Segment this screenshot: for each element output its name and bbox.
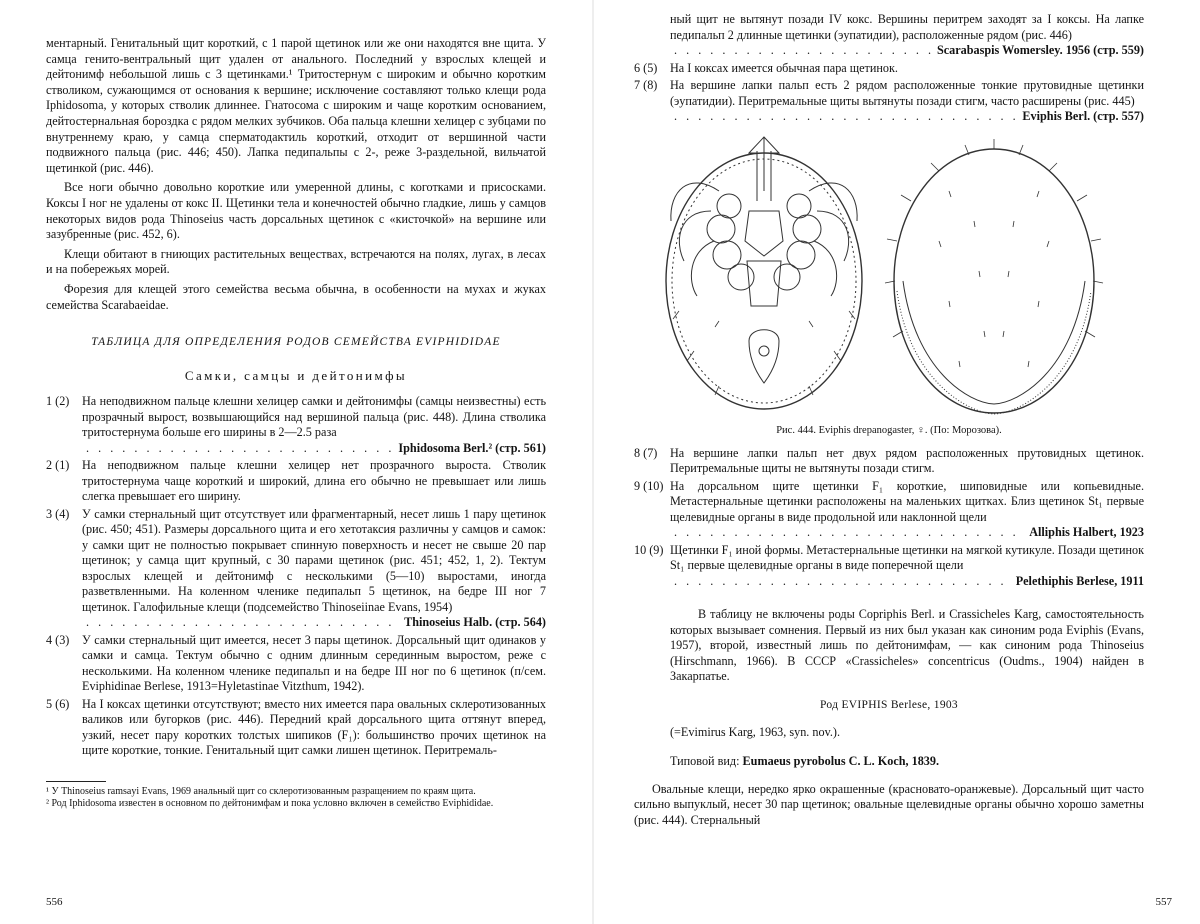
paragraph-legs: Все ноги обычно довольно короткие или умеренной длины, с коготками и присосками. Коксы I ног не удалены от кокс II. Щетинки тела и конечностей обычно гладкие, лишь у самцов некоторых видов рода Thinoseius часть дорсальных щетинок с «кисточкой» на вершине или зазубренные (рис. 452, 6).	[46, 180, 546, 242]
genus-name: Pelethiphis Berlese, 1911	[1016, 574, 1144, 590]
key-entry-text: На неподвижном пальце клешни хелицер нет прозрачного выроста. Стволик тритостернума чаще короткий и широкий, длина его обычно не превышает или лишь слегка превышает его ширину.	[82, 458, 546, 503]
key-entry-text: ный щит не вытянут позади IV кокс. Вершины перитрем заходят за I коксы. На лапке педипальп 2 длинные щетинки (эупатидии), расположенные рядом (рис. 446)	[670, 12, 1144, 42]
key-entry-9	[634, 479, 1144, 541]
page-number-left: 556	[46, 896, 63, 908]
key-entry-3	[46, 507, 546, 631]
key-entry-text: На неподвижном пальце клешни хелицер самки и дейтонимфы (самцы неизвестны) есть прозрачный вырост, возвышающийся над вершиной пальца (рис. 448). Длина стволика тритостернума больше его ширины в 2—2.5 раза	[82, 394, 546, 439]
genus-leader	[82, 615, 546, 631]
key-entry-text: Щетинки F₁ иной формы. Метастернальные щетинки на мягкой кутикуле. Позади щетинок St₁ первые щелевидные органы в виде поперечной щели	[670, 543, 1144, 573]
genus-description: Овальные клещи, нередко ярко окрашенные (красновато-оранжевые). Дорсальный щит часто сильно выпуклый, несет 30 пар щетинок; овальные щелевидные органы обычно хорошо заметны (рис. 444). Стернальный	[634, 782, 1144, 829]
key-entry-number: 2 (1)	[46, 458, 82, 474]
paragraph-habitat: Клещи обитают в гниющих растительных веществах, встречаются на полях, лугах, в лесах и на побережьях морей.	[46, 247, 546, 278]
genus-name: Iphidosoma Berl.² (стр. 561)	[398, 441, 546, 457]
book-gutter	[592, 0, 594, 924]
key-entry-number: 3 (4)	[46, 507, 82, 523]
key-entry-6	[634, 61, 1144, 77]
key-entry-number: 10 (9)	[634, 543, 670, 559]
key-entry-number: 6 (5)	[634, 61, 670, 77]
key-entry-1	[46, 394, 546, 456]
key-entry-text: На дорсальном щите щетинки F₁ короткие, шиповидные или копьевидные. Метастернальные щетинки расположены на маленьких щитках. Близ щетинок St₁ первые щелевидные органы в виде продольной или наклонной щели	[670, 479, 1144, 524]
synonym-line: (=Evimirus Karg, 1963, syn. nov.).	[634, 725, 1144, 741]
key-entry-text: На вершине лапки пальп есть 2 рядом расположенные тонкие прутовидные щетинки (эупатидии). Перитремальные щиты вытянуты позади стигм, часто расширены (рис. 445)	[670, 78, 1144, 108]
genus-name: Eviphis Berl. (стр. 557)	[1022, 109, 1144, 125]
right-text-column	[634, 10, 1144, 828]
footnote-2: ² Род Iphidosoma известен в основном по дейтонимфам и пока условно включен в семейство Eviphididae.	[46, 798, 546, 811]
figure-caption: Рис. 444. Eviphis drepanogaster, ♀. (По: Морозова).	[634, 425, 1144, 436]
key-entry-text: На вершине лапки пальп нет двух рядом расположенных прутовидных щетинок. Перитремальные щиты не вытянуты позади стигм.	[670, 446, 1144, 476]
key-entry-2	[46, 458, 546, 505]
key-entry-text: На I коксах щетинки отсутствуют; вместо них имеется пара овальных склеротизованных валиков или бугорков (рис. 446). Передний край дорсального щита оттянут вперед, узкий, несет пару коротких толстых шипиков (F₁): большинство прочих щетинок на щите короткие, тонкие. Генитальный щит самки лишен щетинок. Перитремаль-	[82, 697, 546, 758]
genus-heading: Род EVIPHIS Berlese, 1903	[634, 699, 1144, 711]
genus-name: Scarabaspis Womersley. 1956 (стр. 559)	[937, 43, 1144, 59]
key-entry-number: 7 (8)	[634, 78, 670, 94]
key-table-title: ТАБЛИЦА ДЛЯ ОПРЕДЕЛЕНИЯ РОДОВ СЕМЕЙСТВА EVIPHIDIDAE	[46, 335, 546, 350]
figure-444	[649, 131, 1129, 421]
genus-leader	[670, 109, 1144, 125]
key-entry-number: 9 (10)	[634, 479, 670, 495]
page-number-right: 557	[1156, 896, 1173, 908]
key-entry-7	[634, 78, 1144, 125]
genus-leader	[82, 441, 546, 457]
key-entry-4	[46, 633, 546, 695]
paragraph-phoresy: Форезия для клещей этого семейства весьма обычна, в особенности на мухах и жуках семейства Scarabaeidae.	[46, 282, 546, 313]
key-entry-number: 4 (3)	[46, 633, 82, 649]
key-entry-number: 1 (2)	[46, 394, 82, 410]
key-table-subtitle: Самки, самцы и дейтонимфы	[46, 368, 546, 384]
left-text-column	[46, 36, 546, 811]
key-entry-10	[634, 543, 1144, 590]
key-entry-text: У самки стернальный щит имеется, несет 3 пары щетинок. Дорсальный щит одинаков у самки и самца. Тектум обычно с одним длинным серединным выростом, реже с несколькими. На коленном членике педипальп и на бедре III ног по 6 щетинок (п/сем. Eviphidinae Berlese, 1913=Hyletastinae Vitzthum, 1942).	[82, 633, 546, 694]
genus-name: Alliphis Halbert, 1923	[1029, 525, 1144, 541]
key-entry-number: 5 (6)	[46, 697, 82, 713]
key-entry-5	[46, 697, 546, 759]
paragraph-intro: ментарный. Генитальный щит короткий, с 1 парой щетинок или же они находятся вне щита. У самца генито-вентральный щит удален от анального. Последний у взрослых клещей и дейтонимф небольшой лишь с 3 щетинками.¹ Тритостернум с широким и обычно коротким стволиком, сужающимся от основания к вершине; исключение составляют только клещи рода Iphidosoma, у которых стволик длиннее. Гнатосома с широким и чаще коротким основанием, дейтостернальная бороздка с рядом мелких зубчиков. Оба пальца клешни хелицер с зубцами по внутреннему краю, у самца сперматодактиль короткий, отходит от вершинной части подвижного пальца (рис. 446; 450). Лапка педипальпы с 2-, реже 3-раздельной, вильчатой щетинкой (рис. 446).	[46, 36, 546, 176]
key-entry-text: У самки стернальный щит отсутствует или фрагментарный, несет лишь 1 пару щетинок (рис. 450; 451). Размеры дорсального щита и его хетотаксия различны у самцов и самок: у самки щит не полностью покрывает спинную поверхность и несет не свыше 20 пар щетинок; у самца щит крупный, с 30 парами щетинок (рис. 451; 452, 1, 2). Тектум взрослых клещей и дейтонимф с несколькими (5—10) выростами, иногда разветвленными. На коленном членике педипальп 5 щетинок, на бедре III ног 7 щетинок. Галофильные клещи (подсемейство Thinoseiinae Evans, 1954)	[82, 507, 546, 614]
key-entry-text: На I коксах имеется обычная пара щетинок.	[670, 61, 898, 75]
mite-dorsal-view	[885, 139, 1103, 414]
left-page	[0, 0, 590, 924]
genus-leader	[670, 43, 1144, 59]
key-entry-5-cont	[634, 12, 1144, 59]
note-paragraph: В таблицу не включены роды Copriphis Berl. и Crassicheles Karg, самостоятельность которых вызывает сомнения. Первый из них был указан как синоним рода Eviphis (Evans, 1957), второй, известный лишь по дейтонимфам, — как синоним рода Thinoseius (Hirschmann, 1966). В СССР «Crassicheles» concentricus (Oudms., 1904) найден в Закарпатье.	[634, 607, 1144, 685]
mite-ventral-view	[666, 137, 862, 409]
type-species-label: Типовой вид:	[670, 754, 739, 768]
genus-name: Thinoseius Halb. (стр. 564)	[404, 615, 546, 631]
key-entry-number: 8 (7)	[634, 446, 670, 462]
footnote-1: ¹ У Thinoseius ramsayi Evans, 1969 анальный щит со склеротизованным разращением по краям щита.	[46, 786, 546, 799]
mite-illustration	[649, 131, 1129, 421]
genus-leader	[670, 574, 1144, 590]
type-species-name: Eumaeus pyrobolus C. L. Koch, 1839.	[743, 754, 940, 768]
right-page	[600, 0, 1200, 924]
type-species-line	[634, 754, 1144, 770]
genus-leader	[670, 525, 1144, 541]
footnote-rule	[46, 781, 106, 782]
key-entry-8	[634, 446, 1144, 477]
